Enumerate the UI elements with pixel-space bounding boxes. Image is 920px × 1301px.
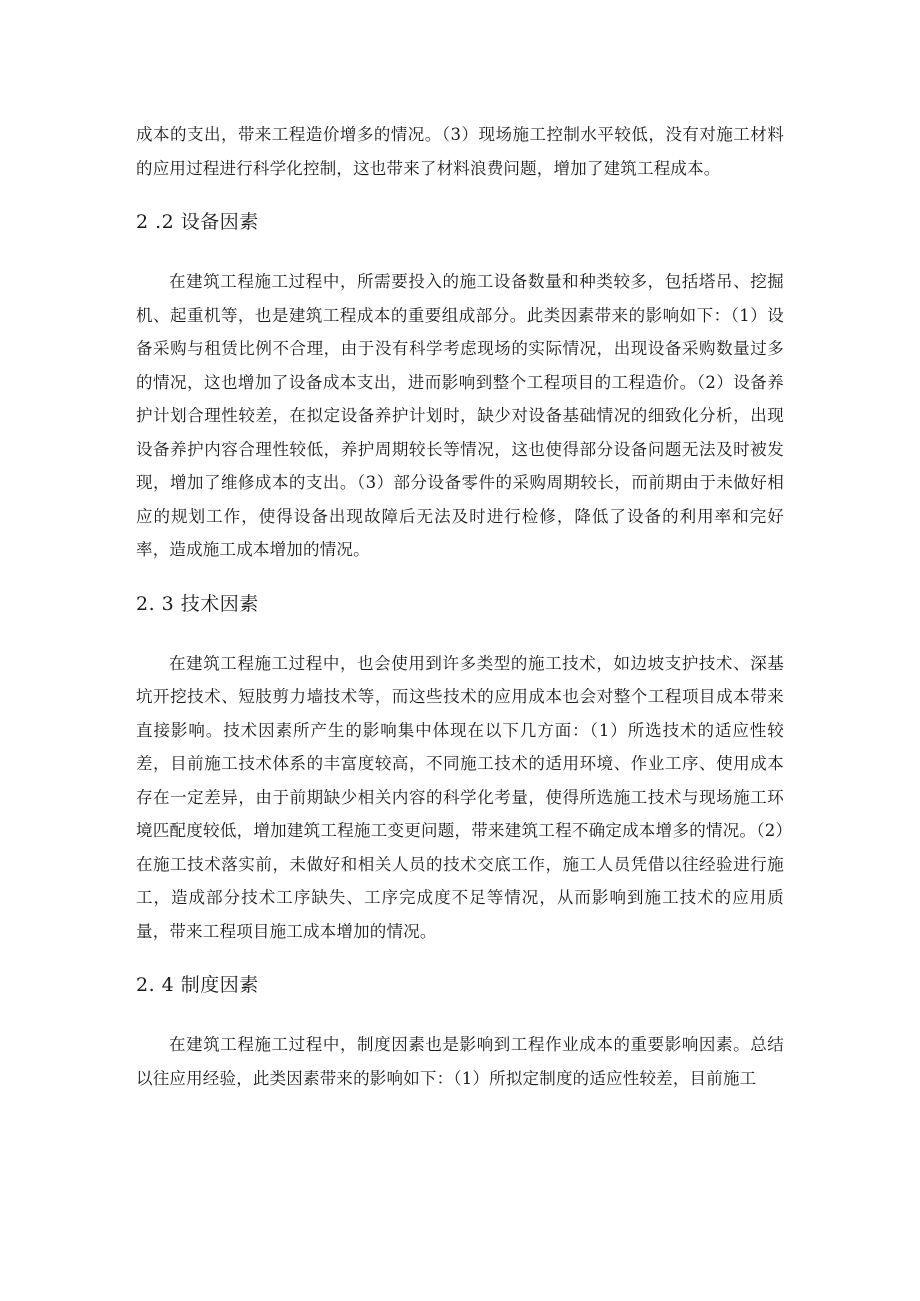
paragraph-technology: 在建筑工程施工过程中，也会使用到许多类型的施工技术，如边坡支护技术、深基坑开挖技术、短肢剪力墙技术等，而这些技术的应用成本也会对整个工程项目成本带来直接影响。技术因素所产生的影响集中体现在以下几方面：（1）所选技术的适应性较差，目前施工技术体系的丰富度较高，不同施工技术的适用环境、作业工序、使用成本存在一定差异，由于前期缺少相关内容的科学化考量，使得所选施工技术与现场施工环境匹配度较低，增加建筑工程施工变更问题，带来建筑工程不确定成本增多的情况。（2）在施工技术落实前，未做好和相关人员的技术交底工作，施工人员凭借以往经验进行施工，造成部分技术工序缺失、工序完成度不足等情况，从而影响到施工技术的应用质量，带来工程项目施工成本增加的情况。	[136, 653, 784, 941]
section-heading-system: 2. 4 制度因素	[136, 974, 259, 996]
paragraph-system: 在建筑工程施工过程中，制度因素也是影响到工程作业成本的重要影响因素。总结以往应用经验，此类因素带来的影响如下：（1）所拟定制度的适应性较差，目前施工	[136, 1035, 784, 1088]
paragraph-equipment: 在建筑工程施工过程中，所需要投入的施工设备数量和种类较多，包括塔吊、挖掘机、起重机等，也是建筑工程成本的重要组成部分。此类因素带来的影响如下：（1）设备采购与租赁比例不合理，由于没有科学考虑现场的实际情况，出现设备采购数量过多的情况，这也增加了设备成本支出，进而影响到整个工程项目的工程造价。（2）设备养护计划合理性较差，在拟定设备养护计划时，缺少对设备基础情况的细致化分析，出现设备养护内容合理性较低，养护周期较长等情况，这也使得部分设备问题无法及时被发现，增加了维修成本的支出。（3）部分设备零件的采购周期较长，而前期由于未做好相应的规划工作，使得设备出现故障后无法及时进行检修，降低了设备的利用率和完好率，造成施工成本增加的情况。	[136, 272, 784, 559]
document-body	[136, 118, 784, 1095]
section-heading-technology: 2. 3 技术因素	[136, 592, 259, 615]
paragraph-continuation: 成本的支出，带来工程造价增多的情况。（3）现场施工控制水平较低，没有对施工材料的应用过程进行科学化控制，这也带来了材料浪费问题，增加了建筑工程成本。	[136, 125, 784, 178]
section-heading-equipment: 2 .2 设备因素	[136, 211, 259, 233]
